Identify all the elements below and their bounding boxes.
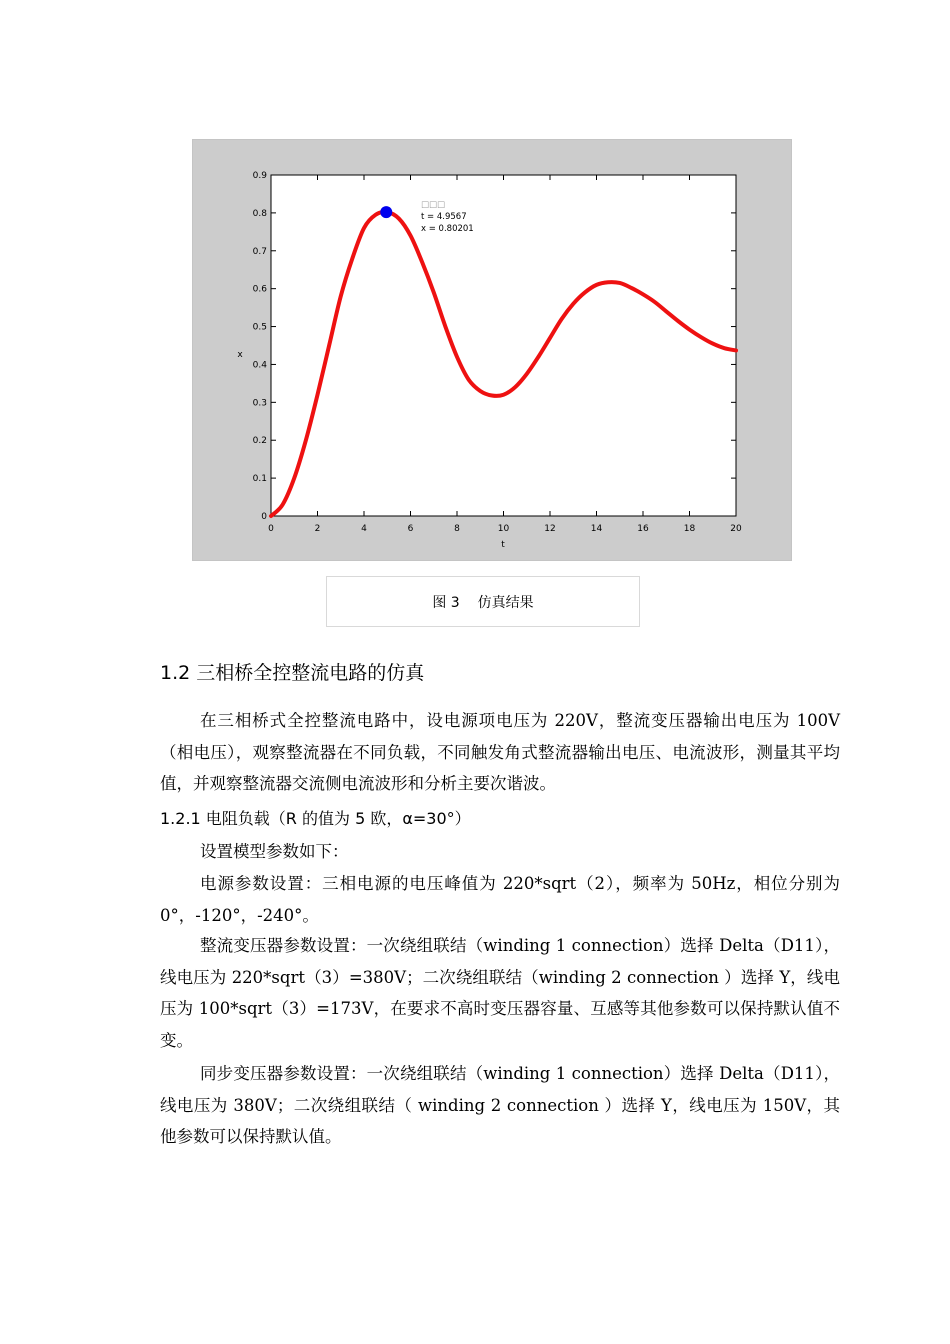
plot-area [271, 175, 736, 516]
x-axis-label: t [501, 540, 505, 550]
x-tick-label: 8 [454, 524, 460, 534]
datatip-x-value: x = 0.80201 [421, 224, 474, 234]
y-tick-label: 0.2 [252, 436, 267, 447]
x-tick-label: 16 [637, 524, 649, 534]
subsection-heading: 1.2.1 电阻负载（R 的值为 5 欧，α=30°） [160, 809, 471, 828]
y-tick-label: 0.1 [252, 474, 267, 485]
datatip-t-value: t = 4.9567 [421, 212, 467, 222]
body-paragraph-model-params: 设置模型参数如下： [200, 842, 349, 861]
body-paragraph-transformer-params: 整流变压器参数设置：一次绕组联结（winding 1 connection）选择 Delta（D11），线电压为 220*sqrt（3）=380V；二次绕组联结（winding 2 connection ）选择 Y，线电压为 100*sqrt（3）=173V，在要求不高时变压器容量、互感等其他参数可以保持默认值不变。 [160, 936, 840, 1050]
x-tick-label: 20 [730, 524, 742, 534]
y-axis-label: x [237, 350, 243, 360]
x-tick-label: 2 [314, 524, 321, 534]
y-tick-label: 0.9 [252, 171, 267, 181]
body-paragraph-source-params: 电源参数设置：三相电源的电压峰值为 220*sqrt（2），频率为 50Hz，相位分别为 0°，-120°，-240°。 [160, 874, 840, 925]
y-tick-label: 0 [261, 512, 267, 522]
x-tick-label: 10 [497, 524, 510, 534]
y-tick-label: 0.8 [252, 208, 267, 219]
x-tick-label: 6 [407, 524, 414, 534]
body-paragraph-sync-transformer-params: 同步变压器参数设置：一次绕组联结（winding 1 connection）选择 Delta（D11），线电压为 380V；二次绕组联结（ winding 2 connection ）选择 Y，线电压为 150V，其他参数可以保持默认值。 [160, 1064, 840, 1147]
body-paragraph-intro: 在三相桥式全控整流电路中，设电源项电压为 220V，整流变压器输出电压为 100V（相电压），观察整流器在不同负载，不同触发角式整流器输出电压、电流波形，测量其平均值，并观察整流器交流侧电流波形和分析主要次谐波。 [160, 711, 840, 794]
y-tick-label: 0.5 [252, 322, 267, 333]
datatip-marker[interactable] [380, 206, 392, 218]
figure-caption [326, 576, 640, 627]
y-tick-label: 0.7 [252, 246, 267, 257]
figure-panel [192, 139, 792, 561]
line-chart [193, 140, 791, 560]
x-tick-label: 12 [544, 524, 556, 534]
x-tick-label: 18 [683, 524, 696, 534]
section-heading: 1.2 三相桥全控整流电路的仿真 [160, 662, 425, 684]
datatip-title: □□□ [421, 200, 446, 210]
x-tick-label: 14 [590, 524, 603, 534]
y-tick-label: 0.6 [252, 284, 267, 295]
x-tick-label: 0 [268, 524, 274, 534]
x-tick-label: 4 [361, 524, 367, 534]
y-tick-label: 0.3 [252, 398, 267, 409]
figure-number: 图 3 [432, 594, 460, 611]
figure-title: 仿真结果 [477, 594, 534, 611]
y-tick-label: 0.4 [252, 360, 267, 371]
